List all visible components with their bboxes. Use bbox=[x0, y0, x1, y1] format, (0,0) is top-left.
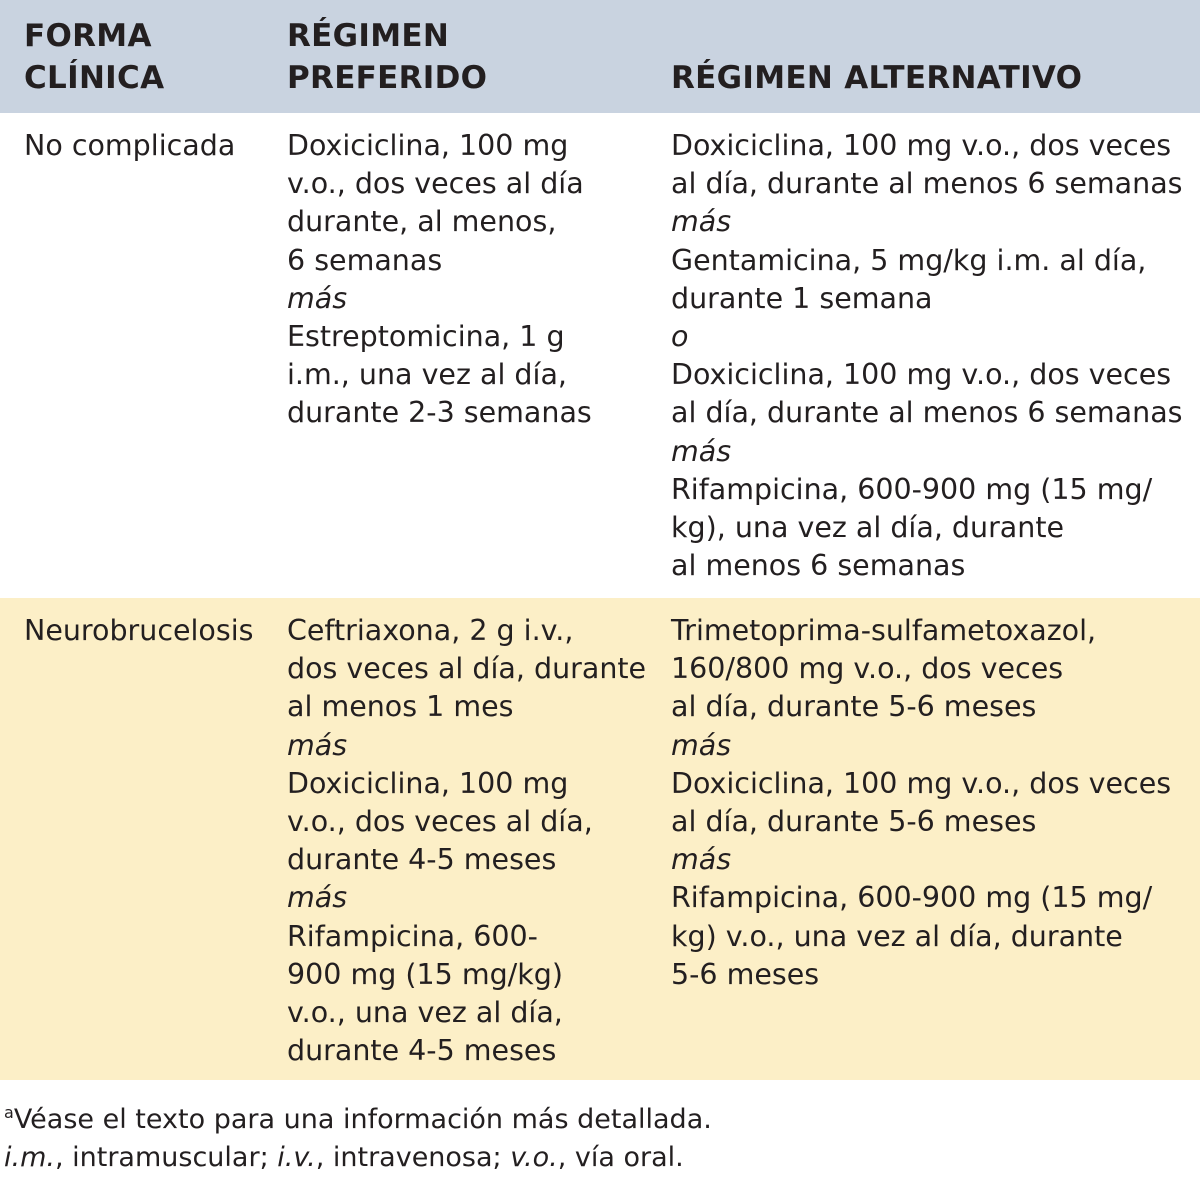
regimen-line: Doxiciclina, 100 mg bbox=[287, 129, 569, 162]
regimen-line: kg) v.o., una vez al día, durante bbox=[671, 919, 1123, 953]
regimen-line: 6 semanas bbox=[287, 243, 443, 277]
cell-forma: No complicada bbox=[24, 129, 236, 162]
cell-alternative bbox=[671, 612, 1196, 994]
regimen-line: v.o., dos veces al día bbox=[287, 167, 584, 201]
regimen-line: Doxiciclina, 100 mg v.o., dos veces bbox=[671, 129, 1172, 162]
regimen-line: durante 1 semana bbox=[671, 281, 933, 315]
drug-regimen bbox=[671, 471, 1196, 586]
abbr-term: i.m. bbox=[4, 1142, 55, 1173]
abbr-term: v.o. bbox=[510, 1142, 558, 1173]
regimen-line: Gentamicina, 5 mg/kg i.m. al día, bbox=[671, 243, 1147, 277]
header-line: FORMA bbox=[24, 18, 152, 54]
footnote-a bbox=[4, 1094, 712, 1139]
conjunction: más bbox=[287, 281, 348, 315]
drug-regimen bbox=[287, 127, 647, 280]
drug-regimen bbox=[671, 127, 1196, 203]
drug-regimen bbox=[287, 918, 647, 1071]
conjunction: o bbox=[671, 320, 689, 354]
regimen-line: Doxiciclina, 100 mg v.o., dos veces bbox=[671, 358, 1172, 392]
header-forma-clinica bbox=[24, 15, 164, 99]
regimen-line: Ceftriaxona, 2 g i.v., bbox=[287, 614, 574, 647]
drug-regimen bbox=[671, 612, 1196, 727]
conjunction: más bbox=[671, 205, 732, 239]
regimen-line: 900 mg (15 mg/kg) bbox=[287, 957, 563, 991]
drug-regimen bbox=[287, 318, 647, 433]
cell-preferred bbox=[287, 612, 647, 1070]
conjunction: más bbox=[671, 434, 732, 468]
regimen-line: al día, durante 5-6 meses bbox=[671, 805, 1037, 839]
header-line: RÉGIMEN bbox=[287, 18, 450, 54]
drug-regimen bbox=[671, 765, 1196, 841]
header-line: CLÍNICA bbox=[24, 60, 165, 96]
abbr-term: i.v. bbox=[277, 1142, 316, 1173]
regimen-line: Estreptomicina, 1 g bbox=[287, 320, 565, 354]
header-regimen-alternativo bbox=[671, 57, 1082, 99]
regimen-line: al día, durante al menos 6 semanas bbox=[671, 396, 1183, 430]
regimen-line: 5-6 meses bbox=[671, 957, 820, 991]
regimen-line: i.m., una vez al día, bbox=[287, 358, 567, 392]
regimen-line: durante 4-5 meses bbox=[287, 843, 557, 877]
abbreviations bbox=[4, 1139, 712, 1177]
regimen-line: durante 4-5 meses bbox=[287, 1034, 557, 1068]
regimen-line: durante, al menos, bbox=[287, 205, 557, 239]
conjunction: más bbox=[287, 728, 348, 762]
abbr-def: , vía oral. bbox=[557, 1142, 684, 1173]
footnote-marker: a bbox=[4, 1103, 14, 1122]
header-line: RÉGIMEN ALTERNATIVO bbox=[671, 60, 1083, 96]
regimen-line: v.o., una vez al día, bbox=[287, 996, 563, 1030]
regimen-line: kg), una vez al día, durante bbox=[671, 511, 1065, 545]
header-line: PREFERIDO bbox=[287, 60, 488, 96]
regimen-line: 160/800 mg v.o., dos veces bbox=[671, 652, 1064, 686]
table-footnotes bbox=[4, 1094, 712, 1177]
abbr-def: , intramuscular; bbox=[54, 1142, 278, 1173]
regimen-line: al día, durante 5-6 meses bbox=[671, 690, 1037, 724]
drug-regimen bbox=[671, 242, 1196, 318]
cell-forma: Neurobrucelosis bbox=[24, 614, 254, 647]
drug-regimen bbox=[671, 356, 1196, 432]
drug-regimen bbox=[287, 765, 647, 880]
conjunction: más bbox=[287, 881, 348, 915]
table-header bbox=[0, 0, 1200, 113]
table-row-no-complicada bbox=[0, 113, 1200, 598]
conjunction: más bbox=[671, 843, 732, 877]
drug-regimen bbox=[287, 612, 647, 727]
table-row-neurobrucelosis bbox=[0, 598, 1200, 1080]
header-regimen-preferido bbox=[287, 15, 487, 99]
regimen-line: al día, durante al menos 6 semanas bbox=[671, 167, 1183, 201]
regimen-line: v.o., dos veces al día, bbox=[287, 805, 593, 839]
regimen-line: al menos 6 semanas bbox=[671, 549, 966, 583]
abbr-def: , intravenosa; bbox=[315, 1142, 511, 1173]
regimen-line: durante 2-3 semanas bbox=[287, 396, 592, 430]
cell-preferred bbox=[287, 127, 647, 433]
footnote-text: Véase el texto para una información más detallada. bbox=[13, 1104, 712, 1135]
regimen-line: Rifampicina, 600-900 mg (15 mg/ bbox=[671, 472, 1153, 506]
regimen-line: Rifampicina, 600- bbox=[287, 919, 538, 953]
cell-alternative bbox=[671, 127, 1196, 585]
conjunction: más bbox=[671, 728, 732, 762]
regimen-line: Rifampicina, 600-900 mg (15 mg/ bbox=[671, 881, 1153, 915]
regimen-line: Trimetoprima-sulfametoxazol, bbox=[671, 614, 1097, 647]
regimen-line: Doxiciclina, 100 mg bbox=[287, 766, 569, 800]
regimen-line: dos veces al día, durante bbox=[287, 652, 647, 686]
regimen-line: al menos 1 mes bbox=[287, 690, 514, 724]
regimen-line: Doxiciclina, 100 mg v.o., dos veces bbox=[671, 766, 1172, 800]
drug-regimen bbox=[671, 879, 1196, 994]
